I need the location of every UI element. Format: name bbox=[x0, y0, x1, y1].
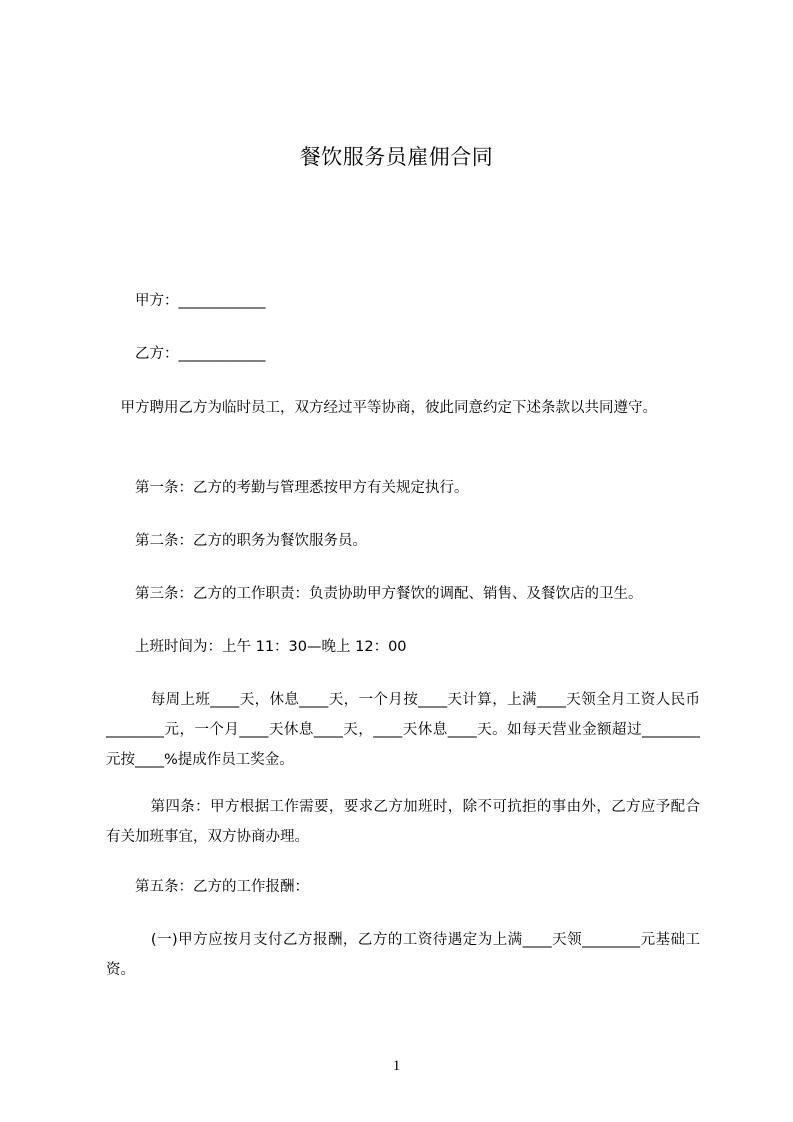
party-a-line: 甲方：____________ bbox=[135, 293, 266, 309]
party-b-line: 乙方：____________ bbox=[135, 346, 266, 362]
work-hours: 上班时间为：上午 11：30—晚上 12：00 bbox=[135, 639, 407, 655]
article-1: 第一条：乙方的考勤与管理悉按甲方有关规定执行。 bbox=[135, 480, 469, 496]
document-title: 餐饮服务员雇佣合同 bbox=[299, 145, 494, 169]
article-2: 第二条：乙方的职务为餐饮服务员。 bbox=[135, 533, 367, 549]
article-4: 第四条：甲方根据工作需要，要求乙方加班时，除不可抗拒的事由外，乙方应予配合有关加班事宜，双方协商办理。 bbox=[106, 799, 700, 845]
article-5: 第五条：乙方的工作报酬： bbox=[135, 879, 309, 895]
page-number: 1 bbox=[392, 1058, 401, 1074]
intro-paragraph: 甲方聘用乙方为临时员工，双方经过平等协商，彼此同意约定下述条款以共同遵守。 bbox=[106, 400, 657, 416]
article-3: 第三条：乙方的工作职责：负责协助甲方餐饮的调配、销售、及餐饮店的卫生。 bbox=[135, 586, 643, 602]
schedule-paragraph: 每周上班____天，休息____天，一个月按____天计算，上满____天领全月工资人民币________元，一个月____天休息____天，____天休息____天。如每天营业金额超过________元按____%提成作员工奖金。 bbox=[106, 692, 700, 768]
article-5-item-1: (一)甲方应按月支付乙方报酬，乙方的工资待遇定为上满____天领________元基础工资。 bbox=[106, 932, 700, 978]
